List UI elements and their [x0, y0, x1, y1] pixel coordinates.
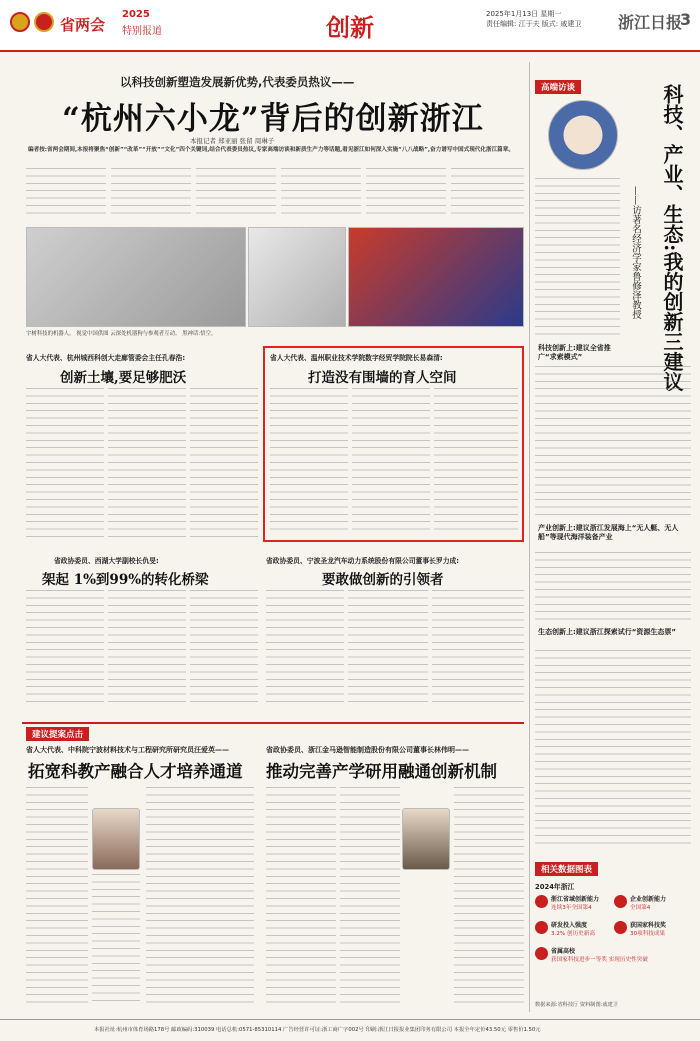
issue-date: 2025年1月13日 星期一 — [486, 10, 562, 18]
main-kicker: 以科技创新塑造发展新优势,代表委员热议—— — [120, 75, 355, 89]
interview-vertical-headline: 科技、产业、生态:我的创新三建议 — [660, 84, 684, 392]
mid-second-kicker: 省政协委员、宁波圣龙汽车动力系统股份有限公司董事长罗力成: — [266, 557, 460, 565]
mid-second-text-col3 — [432, 590, 524, 708]
suggestion-1-title: 科技创新上:建议全省推广“求索模式” — [538, 344, 611, 361]
bottom-right-kicker: 省政协委员、浙江金马逊智能制造股份有限公司董事长林伟明—— — [266, 746, 469, 754]
footer-info: 本报社址:杭州市体育场路178号 邮政编码:310039 电话总机:0571-85310114 广告经营许可证:浙工商广字002号 印刷:浙江日报报业集团印务有限公司 本报全年定价43.50元 零售价1.50元 — [94, 1027, 541, 1033]
data-box-year: 2024年浙江 — [535, 883, 575, 891]
bottom-left-headline: 拓宽科教产融合人才培养通道 — [28, 762, 243, 781]
robot-exhibition-photo — [26, 227, 246, 327]
left-second-text-col1 — [26, 590, 104, 708]
section-title-liangui: 省两会 — [60, 16, 106, 34]
stat-icon — [535, 895, 548, 908]
mid-left-text-col2 — [108, 388, 186, 538]
bottom-left-text-col2 — [92, 874, 140, 1007]
data-item-value: 3.2% 创历史新高 — [551, 931, 595, 937]
data-item-title: 省属高校 — [551, 948, 576, 955]
suggestion-3-text — [535, 650, 691, 850]
photo-caption: 宇树科技的机器人。 视觉中国供图 云深处机器狗与参观者互动。 黑神话:悟空。 — [26, 331, 217, 337]
stat-icon — [535, 947, 548, 960]
mid-second-text-col2 — [348, 590, 428, 708]
main-text-col3 — [196, 168, 276, 220]
stat-icon — [614, 895, 627, 908]
bottom-right-text-col2 — [340, 787, 400, 1007]
issue-info — [486, 9, 616, 29]
section-year: 2025 — [122, 9, 150, 20]
footer-rule — [0, 1019, 700, 1020]
main-text-col6 — [451, 168, 524, 220]
mid-center-kicker: 省人大代表、温州职业技术学院数字经贸学院院长易森清: — [270, 354, 443, 362]
main-text-col4 — [281, 168, 361, 220]
suggestion-1-text — [535, 366, 691, 516]
bottom-right-text-col1 — [266, 787, 336, 1007]
editor-note: 编者按:省两会期间,本报将聚焦“创新”“改革”“开放”“文化”四个关键词,结合代表委员热议,专家高端访谈和新质生产力等话题,看见浙江如何深入实施“八八战略”,奋力谱写中国式现代化浙江篇章。 — [28, 147, 514, 153]
interview-label: 高端访谈 — [535, 80, 581, 94]
left-second-text-col2 — [108, 590, 186, 708]
data-item-value: 全国第4 — [630, 905, 651, 911]
mid-left-kicker: 省人大代表、杭州城西科创大走廊管委会主任孔春浩: — [26, 354, 186, 362]
data-item-title: 获国家科技奖 — [630, 922, 667, 929]
game-poster-photo — [348, 227, 524, 327]
suggestion-2-title: 产业创新上:建议浙江发展海上“无人艇、无人船”等现代海洋装备产业 — [538, 524, 679, 541]
left-second-headline: 架起 1%到99%的转化桥梁 — [42, 572, 209, 588]
mid-center-text-col2 — [352, 388, 430, 536]
data-item-value: 获国家科技进步一等奖 实现历史性突破 — [551, 957, 648, 963]
data-box-credit: 数据来源:省科技厅 资料制图:戚建卫 — [535, 1002, 618, 1008]
column-separator — [529, 62, 530, 1012]
mid-second-headline: 要敢做创新的引领者 — [322, 572, 444, 588]
bottom-left-text-col1 — [26, 787, 88, 1007]
lin-weiming-portrait — [402, 808, 450, 870]
data-item-title: 企业创新能力 — [630, 896, 667, 903]
data-box-label: 相关数据图表 — [535, 862, 598, 876]
bottom-section-label: 建议提案点击 — [26, 727, 89, 741]
suggestion-2-text — [535, 552, 691, 622]
issue-editors: 责任编辑: 江于夫 版式: 戚建卫 — [486, 20, 582, 28]
section-subtitle: 特别报道 — [122, 26, 162, 37]
robot-dog-photo — [248, 227, 346, 327]
wang-aiying-portrait — [92, 808, 140, 870]
mid-center-text-col3 — [434, 388, 518, 536]
mid-center-headline: 打造没有围墙的育人空间 — [308, 370, 457, 386]
main-text-col2 — [111, 168, 191, 220]
left-second-kicker: 省政协委员、西湖大学副校长仇旻: — [54, 557, 159, 565]
bottom-right-text-col3 — [454, 787, 524, 1007]
stat-icon — [535, 921, 548, 934]
mid-second-text-col1 — [266, 590, 344, 708]
mid-left-headline: 创新土壤,要足够肥沃 — [60, 370, 187, 386]
bottom-left-text-col3 — [146, 787, 254, 1007]
mid-left-text-col1 — [26, 388, 104, 538]
main-text-col1 — [26, 168, 106, 220]
national-emblem-icon — [34, 12, 54, 32]
newspaper-name: 浙江日报 — [618, 13, 683, 32]
stat-icon — [614, 921, 627, 934]
main-headline: “杭州六小龙”背后的创新浙江 — [62, 101, 484, 137]
bottom-right-headline: 推动完善产学研用融通创新机制 — [266, 762, 497, 781]
page-number: 3 — [680, 10, 692, 29]
bottom-left-kicker: 省人大代表、中科院宁波材料技术与工程研究所研究员汪爱英—— — [26, 746, 229, 754]
data-item-title: 浙江省域创新能力 — [551, 896, 600, 903]
main-text-col5 — [366, 168, 446, 220]
mid-left-text-col3 — [190, 388, 258, 538]
data-item-value: 30项科技成果 — [630, 931, 666, 937]
left-second-text-col3 — [190, 590, 258, 708]
interviewee-portrait — [548, 100, 618, 170]
page-section-word: 创新 — [326, 14, 374, 42]
mid-center-text-col1 — [270, 388, 348, 536]
main-byline: 本报记者 郑亚丽 张留 周琳子 — [190, 137, 275, 145]
suggestion-3-title: 生态创新上:建议浙江探索试行“资源生态票” — [538, 628, 676, 636]
bottom-divider — [22, 722, 524, 724]
data-item-title: 研发投入强度 — [551, 922, 588, 929]
interview-vertical-subtitle: ——访著名经济学家鲁修泽教授 — [630, 186, 641, 319]
interview-intro-text — [535, 178, 620, 336]
data-item-value: 连续3年全国第4 — [551, 905, 592, 911]
party-emblem-icon — [10, 12, 30, 32]
